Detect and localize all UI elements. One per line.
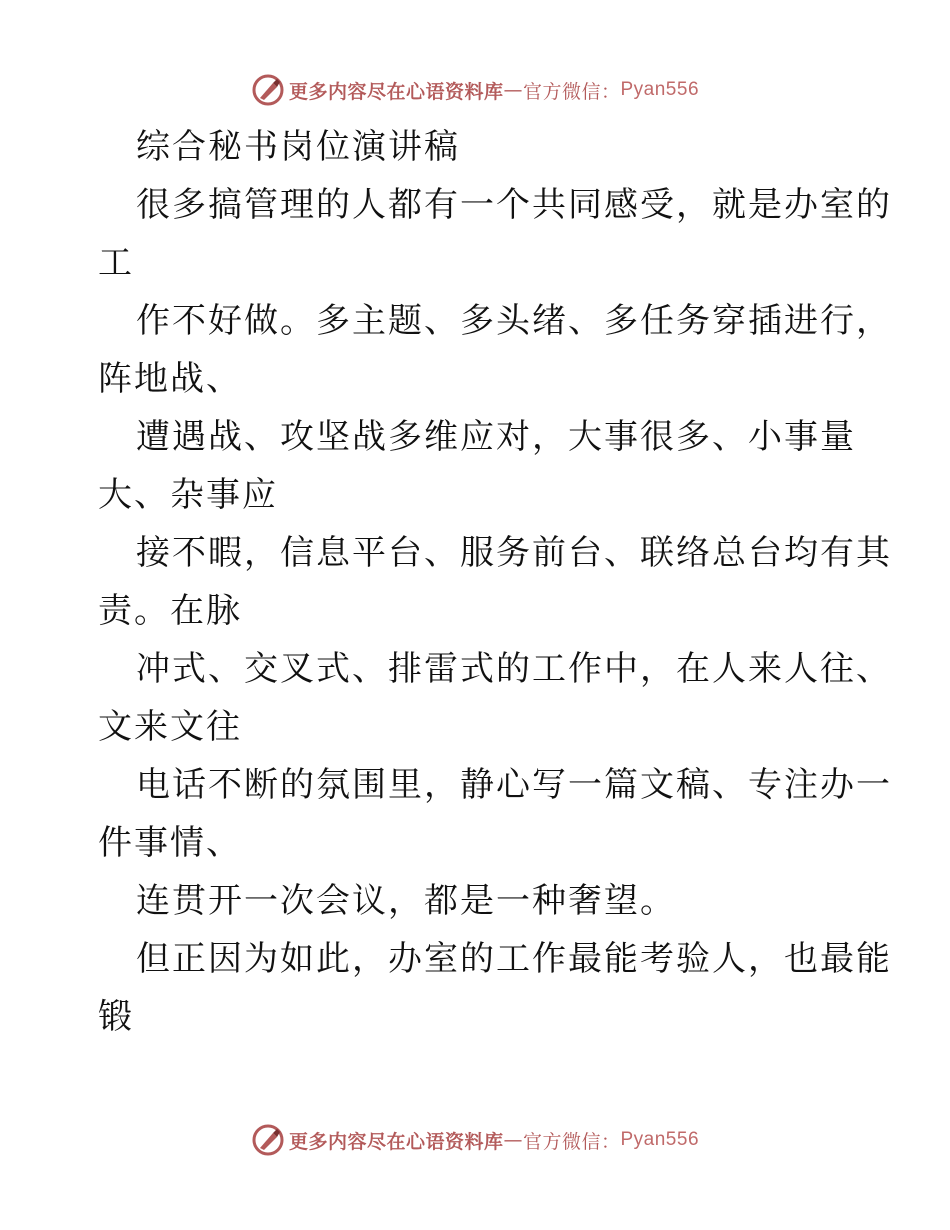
banner-wechat-id: Pyan556 [620, 1129, 700, 1150]
paragraph-line: 作不好做。多主题、多头绪、多任务穿插进行， [136, 301, 892, 341]
paragraph-line: 工 [98, 243, 134, 283]
paragraph-line: 很多搞管理的人都有一个共同感受，就是办室的 [136, 185, 892, 225]
banner-separator: — [503, 1129, 523, 1151]
banner-site-name: 更多内容尽在心语资料库 [288, 1130, 504, 1153]
paragraph-line: 文来文往 [98, 707, 242, 747]
paragraph-line: 责。在脉 [98, 591, 242, 631]
banner-separator: — [503, 79, 523, 101]
footer-banner [0, 1120, 950, 1160]
document-title: 综合秘书岗位演讲稿 [136, 127, 460, 167]
pen-logo-icon [251, 1123, 285, 1157]
paragraph-line: 遭遇战、攻坚战多维应对，大事很多、小事量 [136, 417, 856, 457]
paragraph-line: 接不暇，信息平台、服务前台、联络总台均有其 [136, 533, 892, 573]
paragraph-line: 冲式、交叉式、排雷式的工作中，在人来人往、 [136, 649, 892, 689]
paragraph-line: 件事情、 [98, 823, 242, 863]
paragraph-line: 大、杂事应 [98, 475, 278, 515]
paragraph-line: 电话不断的氛围里，静心写一篇文稿、专注办一 [136, 765, 892, 805]
pen-logo-icon [251, 73, 285, 107]
paragraph-line: 阵地战、 [98, 359, 242, 399]
header-banner [0, 70, 950, 110]
document-body [98, 118, 892, 1046]
banner-wechat-label: 官方微信： [522, 1130, 621, 1153]
banner-site-name: 更多内容尽在心语资料库 [288, 80, 504, 103]
paragraph-line: 连贯开一次会议，都是一种奢望。 [136, 881, 676, 921]
paragraph-line: 但正因为如此，办室的工作最能考验人，也最能 [136, 939, 892, 979]
banner-wechat-id: Pyan556 [620, 79, 700, 100]
banner-wechat-label: 官方微信： [522, 80, 621, 103]
paragraph-line: 锻 [98, 997, 134, 1037]
